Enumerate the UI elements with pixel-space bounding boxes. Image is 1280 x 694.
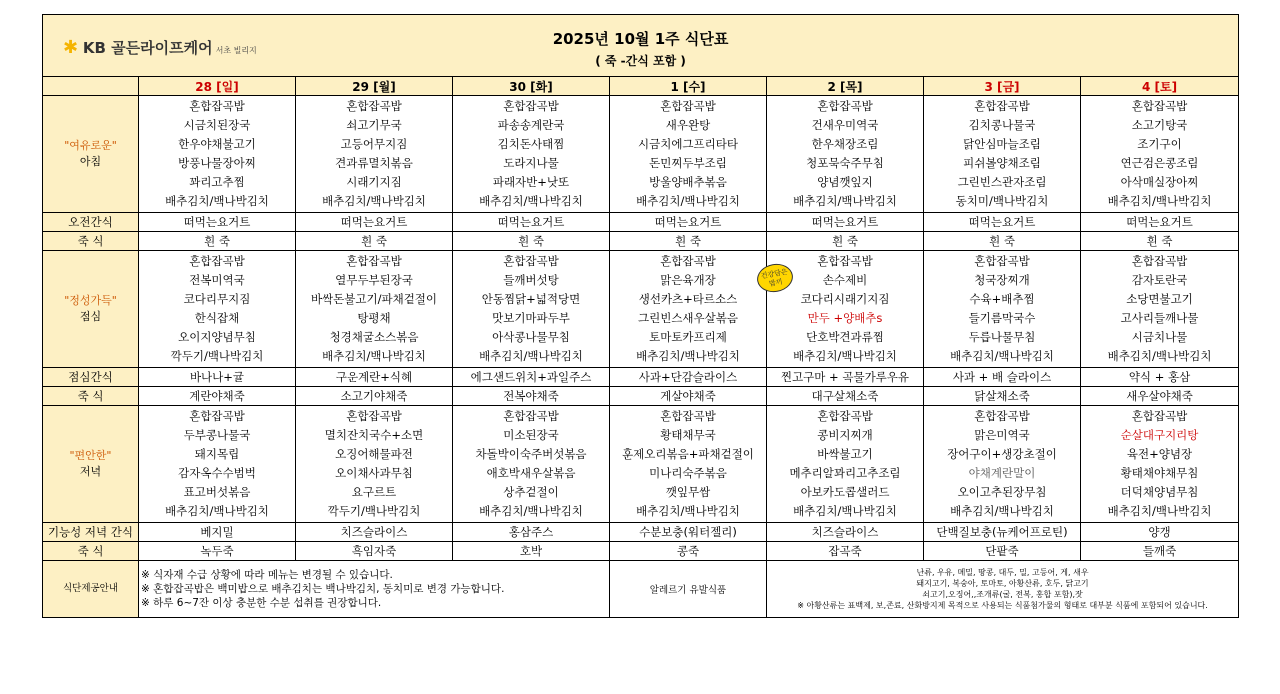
menu-item: 열무두부된장국 — [335, 273, 413, 287]
menu-item: 바싹돈불고기/파채겉절이 — [310, 292, 438, 306]
menu-item: 한우채장조림 — [811, 137, 879, 151]
day-header: 29 [월] — [296, 77, 453, 96]
menu-item: 돈민찌두부조림 — [649, 156, 727, 170]
func_snack-item: 베지밀 — [139, 523, 296, 542]
breakfast-menu-cell — [610, 96, 767, 213]
menu-item: 배추김치/백나박김치 — [793, 504, 897, 518]
menu-item: 혼합잡곡밥 — [660, 254, 716, 268]
menu-item: 배추김치/백나박김치 — [1107, 349, 1212, 363]
porridge-am-row — [43, 232, 1239, 251]
menu-sheet — [42, 14, 1238, 618]
footer-note: ※ 식자재 수급 상황에 따라 메뉴는 변경될 수 있습니다. — [141, 569, 393, 581]
menu-item: 그린빈스새우살볶음 — [638, 311, 738, 325]
func-snack-row — [43, 523, 1239, 542]
day-header: 28 [일] — [139, 77, 296, 96]
func_snack-item: 홍삼주스 — [453, 523, 610, 542]
menu-item: 혼합잡곡밥 — [817, 409, 873, 423]
am_snack-label: 오전간식 — [43, 213, 139, 232]
lunch-menu-cell — [767, 251, 924, 368]
star-logo-icon: ✱ — [63, 37, 79, 58]
dinner-menu-cell — [453, 406, 610, 523]
menu-item: 배추김치/백나박김치 — [793, 194, 897, 208]
func_snack-item: 단백질보충(뉴케어프로틴) — [924, 523, 1081, 542]
menu-item: 멸치잔치국수+소면 — [324, 428, 424, 442]
menu-item: 소고기탕국 — [1131, 118, 1188, 132]
am_snack-item: 떠먹는요거트 — [453, 213, 610, 232]
logo — [63, 37, 257, 58]
menu-item: 피쉬볼양채조림 — [963, 156, 1041, 170]
menu-item: 방울양배추볶음 — [649, 175, 727, 189]
menu-item: 만두 +양배추s — [807, 311, 883, 325]
porridge_pm-label: 죽 식 — [43, 387, 139, 406]
day-header: 30 [화] — [453, 77, 610, 96]
dinner-label: 저녁 — [79, 465, 102, 478]
menu-item: 토마토카프리제 — [649, 330, 727, 344]
menu-item: 혼합잡곡밥 — [346, 99, 402, 113]
menu-item: 배추김치/백나박김치 — [165, 504, 269, 518]
func_snack-label: 기능성 저녁 간식 — [43, 523, 139, 542]
menu-item: 단호박견과류찜 — [806, 330, 884, 344]
menu-item: 육전+양념장 — [1126, 447, 1193, 461]
menu-item: 혼합잡곡밥 — [503, 254, 559, 268]
allergy-line: 쇠고기,오징어,,조개류(굴, 전복, 홍합 포함),잣 — [922, 590, 1083, 599]
dinner-label-cell — [43, 406, 139, 523]
menu-item: 배추김치/백나박김치 — [1107, 504, 1212, 518]
menu-item: 메추리알꽈리고추조림 — [789, 466, 901, 480]
menu-item: 시금치나물 — [1131, 330, 1188, 344]
menu-item: 야채계란말이 — [968, 466, 1036, 480]
porridge_am-item: 흰 죽 — [139, 232, 296, 251]
menu-item: 수육+배추찜 — [969, 292, 1035, 306]
porridge_pm2-item: 잡곡죽 — [767, 542, 924, 561]
day-header: 1 [수] — [610, 77, 767, 96]
menu-item: 아삭콩나물무침 — [492, 330, 570, 344]
pm_snack-item: 약식 + 홍삼 — [1081, 368, 1239, 387]
menu-item: 혼합잡곡밥 — [974, 254, 1030, 268]
menu-item: 들기름막국수 — [968, 311, 1036, 325]
menu-item: 표고버섯볶음 — [183, 485, 251, 499]
breakfast-menu-cell — [296, 96, 453, 213]
menu-item: 감자토란국 — [1131, 273, 1188, 287]
footer-note: ※ 혼합잡곡밥은 백미밥으로 배추김치는 백나박김치, 동치미로 변경 가능합니다. — [141, 583, 505, 595]
porridge_pm-item: 전복야채죽 — [453, 387, 610, 406]
menu-item: 배추김치/백나박김치 — [165, 194, 269, 208]
dinner-menu-cell — [924, 406, 1081, 523]
menu-item: 차돌박이숙주버섯볶음 — [475, 447, 587, 461]
menu-item: 혼합잡곡밥 — [660, 99, 716, 113]
footer-note: ※ 하루 6~7잔 이상 충분한 수분 섭취를 권장합니다. — [141, 597, 382, 609]
menu-item: 고사리들깨나물 — [1120, 311, 1199, 325]
breakfast-menu-cell — [924, 96, 1081, 213]
breakfast-label: 아침 — [79, 155, 102, 168]
menu-item: 미나리숙주볶음 — [649, 466, 727, 480]
lunch-label-quote: "정성가득" — [64, 294, 117, 307]
porridge_pm2-item: 호박 — [453, 542, 610, 561]
menu-item: 두릅나물무침 — [968, 330, 1036, 344]
menu-item: 파래자반+낫또 — [492, 175, 570, 189]
porridge_pm2-label: 죽 식 — [43, 542, 139, 561]
func_snack-item: 치즈슬라이스 — [767, 523, 924, 542]
menu-item: 견과류멸치볶음 — [335, 156, 413, 170]
lunch-menu-cell — [453, 251, 610, 368]
breakfast-label-quote: "여유로운" — [64, 139, 117, 152]
porridge_pm-item: 대구살채소죽 — [767, 387, 924, 406]
menu-item: 맑은육개장 — [660, 273, 716, 287]
menu-item: 닭안심마늘조림 — [963, 137, 1041, 151]
menu-item: 두부콩나물국 — [183, 428, 251, 442]
menu-item: 혼합잡곡밥 — [974, 99, 1030, 113]
lunch-label-cell — [43, 251, 139, 368]
menu-item: 깍두기/백나박김치 — [327, 504, 421, 518]
am_snack-item: 떠먹는요거트 — [1081, 213, 1239, 232]
am_snack-item: 떠먹는요거트 — [296, 213, 453, 232]
lunch-row — [43, 251, 1239, 368]
dinner-menu-cell — [610, 406, 767, 523]
menu-item: 쇠고기무국 — [346, 118, 402, 132]
lunch-menu-cell — [296, 251, 453, 368]
menu-item: 혼합잡곡밥 — [189, 409, 245, 423]
menu-item: 시금치된장국 — [183, 118, 251, 132]
lunch-menu-cell — [1081, 251, 1239, 368]
menu-item: 혼합잡곡밥 — [817, 254, 873, 268]
menu-item: 양념깻잎지 — [817, 175, 873, 189]
menu-item: 애호박새우살볶음 — [486, 466, 576, 480]
day-header: 4 [토] — [1081, 77, 1239, 96]
menu-item: 혼합잡곡밥 — [1131, 409, 1188, 423]
menu-item: 돼지목립 — [194, 447, 240, 461]
menu-item: 손수제비 — [822, 273, 868, 287]
porridge-dinner-row — [43, 542, 1239, 561]
dinner-menu-cell — [296, 406, 453, 523]
allergy-line: 돼지고기, 복숭아, 토마토, 아황산류, 호두, 닭고기 — [916, 579, 1089, 588]
breakfast-label-cell — [43, 96, 139, 213]
menu-item: 배추김치/백나박김치 — [636, 504, 740, 518]
pm-snack-row — [43, 368, 1239, 387]
func_snack-item: 수분보충(워터젤리) — [610, 523, 767, 542]
pm_snack-item: 사과 + 배 슬라이스 — [924, 368, 1081, 387]
menu-item: 아삭매실장아찌 — [1120, 175, 1199, 189]
breakfast-menu-cell — [1081, 96, 1239, 213]
footer-row — [43, 561, 1239, 618]
breakfast-row — [43, 96, 1239, 213]
day-header: 3 [금] — [924, 77, 1081, 96]
menu-item: 전복미역국 — [189, 273, 245, 287]
menu-item: 고등어무지짐 — [340, 137, 408, 151]
menu-item: 혼합잡곡밥 — [189, 254, 245, 268]
page-subtitle: ( 죽 -간식 포함 ) — [595, 54, 686, 68]
porridge_am-item: 흰 죽 — [610, 232, 767, 251]
menu-item: 상추겉절이 — [503, 485, 559, 499]
pm_snack-item: 찐고구마 + 곡물가루우유 — [767, 368, 924, 387]
porridge_am-item: 흰 죽 — [767, 232, 924, 251]
menu-item: 장어구이+생강초절이 — [947, 447, 1057, 461]
menu-item: 안동찜닭+넓적당면 — [481, 292, 581, 306]
lunch-menu-cell — [924, 251, 1081, 368]
menu-item: 혼합잡곡밥 — [974, 409, 1030, 423]
menu-item: 맑은미역국 — [974, 428, 1030, 442]
allergy-label: 알레르기 유발식품 — [610, 561, 767, 618]
dinner-menu-cell — [139, 406, 296, 523]
menu-item: 맛보기마파두부 — [492, 311, 570, 325]
porridge_pm-item: 새우살야채죽 — [1081, 387, 1239, 406]
dinner-menu-cell — [1081, 406, 1239, 523]
menu-item: 배추김치/백나박김치 — [793, 349, 897, 363]
menu-item: 김치돈사태찜 — [497, 137, 565, 151]
menu-item: 배추김치/백나박김치 — [322, 349, 426, 363]
logo-sub: 서초 빌리지 — [215, 46, 257, 55]
porridge_pm2-item: 흑임자죽 — [296, 542, 453, 561]
menu-item: 그린빈스관자조림 — [957, 175, 1047, 189]
menu-item: 소당면불고기 — [1126, 292, 1193, 306]
menu-item: 동치미/백나박김치 — [955, 194, 1049, 208]
menu-item: 건새우미역국 — [811, 118, 879, 132]
func_snack-item: 치즈슬라이스 — [296, 523, 453, 542]
menu-item: 한우야채불고기 — [178, 137, 256, 151]
porridge-pm-row — [43, 387, 1239, 406]
allergy-line: 난류, 우유, 메밀, 땅콩, 대두, 밀, 고등어, 게, 새우 — [916, 568, 1089, 577]
menu-item: 혼합잡곡밥 — [346, 409, 402, 423]
menu-item: 혼합잡곡밥 — [1131, 99, 1188, 113]
menu-item: 배추김치/백나박김치 — [322, 194, 426, 208]
porridge_am-item: 흰 죽 — [296, 232, 453, 251]
footer-notes — [139, 561, 610, 618]
day-header-row — [43, 77, 1239, 96]
porridge_pm-item: 닭살채소죽 — [924, 387, 1081, 406]
menu-item: 미소된장국 — [503, 428, 559, 442]
menu-item: 배추김치/백나박김치 — [479, 194, 583, 208]
logo-text: KB 골든라이프케어 — [82, 39, 213, 57]
porridge_am-item: 흰 죽 — [1081, 232, 1239, 251]
porridge_pm-item: 계란야채죽 — [139, 387, 296, 406]
menu-item: 시금치에그프리타타 — [638, 137, 738, 151]
menu-item: 혼합잡곡밥 — [817, 99, 873, 113]
pm_snack-label: 점심간식 — [43, 368, 139, 387]
menu-item: 연근검은콩조림 — [1120, 156, 1199, 170]
menu-item: 혼합잡곡밥 — [346, 254, 402, 268]
menu-item: 한식잡채 — [194, 311, 240, 325]
func_snack-item: 양갱 — [1081, 523, 1239, 542]
menu-item: 오이고추된장무침 — [957, 485, 1047, 499]
menu-item: 혼합잡곡밥 — [503, 409, 559, 423]
footer-label: 식단제공안내 — [43, 561, 139, 618]
porridge_pm-item: 게살야채죽 — [610, 387, 767, 406]
allergy-line: ※ 아황산류는 표백제, 보,존료, 산화방지제 목적으로 사용되는 식품첨가물의 형태로 대부분 식품에 포함되어 있습니다. — [797, 601, 1208, 610]
porridge_pm2-item: 녹두죽 — [139, 542, 296, 561]
healthy-meal-sticker: 건강담은 밥끼 — [755, 261, 795, 295]
menu-item: 깍두기/백나박김치 — [170, 349, 264, 363]
menu-item: 깻잎무쌈 — [665, 485, 711, 499]
menu-item: 배추김치/백나박김치 — [636, 349, 740, 363]
pm_snack-item: 에그샌드위치+과일주스 — [453, 368, 610, 387]
menu-item: 더덕채양념무침 — [1120, 485, 1199, 499]
menu-item: 도라지나물 — [503, 156, 559, 170]
porridge_am-item: 흰 죽 — [453, 232, 610, 251]
day-header: 2 [목] — [767, 77, 924, 96]
porridge_pm2-item: 들깨죽 — [1081, 542, 1239, 561]
lunch-menu-cell — [610, 251, 767, 368]
menu-item: 배추김치/백나박김치 — [950, 504, 1054, 518]
menu-item: 혼합잡곡밥 — [189, 99, 245, 113]
am_snack-item: 떠먹는요거트 — [610, 213, 767, 232]
menu-item: 배추김치/백나박김치 — [479, 349, 583, 363]
menu-item: 시래기지짐 — [346, 175, 402, 189]
menu-item: 요구르트 — [351, 485, 397, 499]
menu-item: 배추김치/백나박김치 — [1107, 194, 1212, 208]
lunch-label: 점심 — [79, 310, 102, 323]
menu-item: 배추김치/백나박김치 — [636, 194, 740, 208]
menu-item: 코다리무지짐 — [183, 292, 251, 306]
porridge_am-item: 흰 죽 — [924, 232, 1081, 251]
menu-item: 혼합잡곡밥 — [1131, 254, 1188, 268]
menu-item: 바싹불고기 — [817, 447, 873, 461]
menu-item: 오이지양념무침 — [178, 330, 256, 344]
menu-item: 감자옥수수범벅 — [178, 466, 256, 480]
menu-item: 파송송계란국 — [497, 118, 565, 132]
dinner-menu-cell — [767, 406, 924, 523]
pm_snack-item: 구운계란+식혜 — [296, 368, 453, 387]
menu-item: 청경채굴소스볶음 — [329, 330, 419, 344]
porridge_pm-item: 소고기야채죽 — [296, 387, 453, 406]
dinner-row — [43, 406, 1239, 523]
menu-item: 생선카츠+타르소스 — [638, 292, 738, 306]
menu-item: 청포묵숙주무침 — [806, 156, 884, 170]
menu-item: 혼합잡곡밥 — [660, 409, 716, 423]
menu-item: 방풍나물장아찌 — [178, 156, 256, 170]
pm_snack-item: 사과+단감슬라이스 — [610, 368, 767, 387]
page-title: 2025년 10월 1주 식단표 — [552, 30, 729, 48]
corner-cell — [43, 77, 139, 96]
menu-item: 순살대구지리탕 — [1120, 428, 1199, 442]
menu-table — [42, 14, 1239, 618]
breakfast-menu-cell — [453, 96, 610, 213]
menu-item: 새우완탕 — [665, 118, 711, 132]
am_snack-item: 떠먹는요거트 — [139, 213, 296, 232]
am_snack-item: 떠먹는요거트 — [767, 213, 924, 232]
am_snack-item: 떠먹는요거트 — [924, 213, 1081, 232]
menu-item: 황태채야채무침 — [1120, 466, 1199, 480]
menu-item: 조기구이 — [1137, 137, 1182, 151]
menu-item: 탕평채 — [357, 311, 391, 325]
allergy-info — [767, 561, 1239, 618]
menu-item: 들깨버섯탕 — [503, 273, 559, 287]
menu-item: 꽈리고추찜 — [189, 175, 245, 189]
menu-item: 오징어해물파전 — [335, 447, 413, 461]
menu-item: 황태채무국 — [660, 428, 716, 442]
menu-item: 오이채사과무침 — [335, 466, 413, 480]
lunch-menu-cell — [139, 251, 296, 368]
breakfast-menu-cell — [139, 96, 296, 213]
porridge_am-label: 죽 식 — [43, 232, 139, 251]
breakfast-menu-cell — [767, 96, 924, 213]
menu-item: 아보카도콥샐러드 — [800, 485, 890, 499]
menu-item: 훈제오리볶음+파채겉절이 — [622, 447, 754, 461]
menu-item: 김치콩나물국 — [968, 118, 1036, 132]
menu-item: 배추김치/백나박김치 — [479, 504, 583, 518]
pm_snack-item: 바나나+귤 — [139, 368, 296, 387]
porridge_pm2-item: 콩죽 — [610, 542, 767, 561]
dinner-label-quote: "편안한" — [69, 449, 112, 462]
porridge_pm2-item: 단팥죽 — [924, 542, 1081, 561]
menu-item: 코다리시래기지짐 — [800, 292, 890, 306]
menu-item: 콩비지찌개 — [817, 428, 873, 442]
sheet-header — [43, 15, 1239, 77]
am-snack-row — [43, 213, 1239, 232]
menu-item: 청국장찌개 — [974, 273, 1030, 287]
menu-item: 배추김치/백나박김치 — [950, 349, 1054, 363]
menu-item: 혼합잡곡밥 — [503, 99, 559, 113]
